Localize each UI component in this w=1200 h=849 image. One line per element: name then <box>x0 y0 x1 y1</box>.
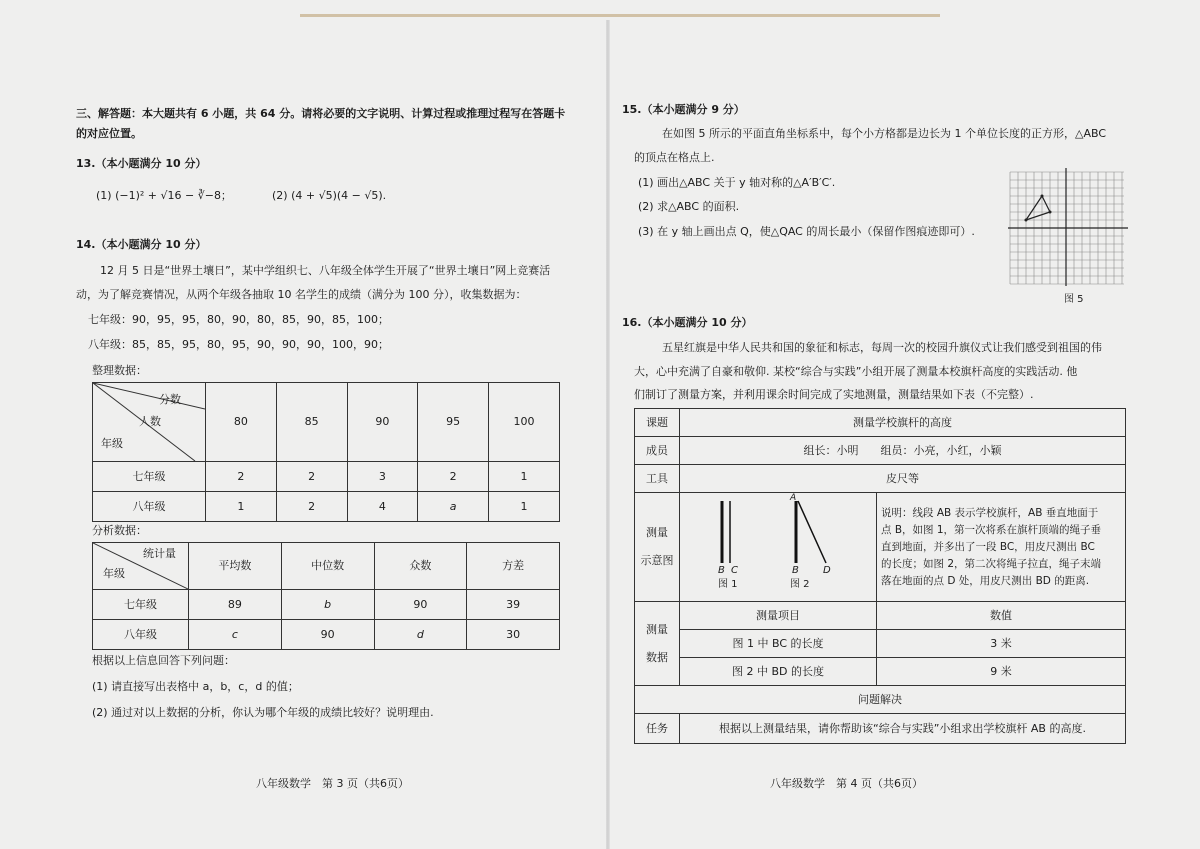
organize-label: 整理数据： <box>92 364 147 377</box>
members-label: 成员 <box>635 437 680 465</box>
analyze-label: 分析数据： <box>92 524 147 537</box>
explanation-line: 直到地面，并多出了一段 BC，用皮尺测出 BC <box>881 540 1095 553</box>
q16-intro-3: 们制订了测量方案，并利用课余时间完成了实地测量，测量结果如下表（不完整）. <box>634 388 1034 401</box>
explanation-line: 的长度；如图 2，第二次将绳子拉直，绳子末端 <box>881 557 1102 570</box>
cell: 39 <box>467 590 560 620</box>
q15-sub2: (2) 求△ABC 的面积. <box>638 200 740 213</box>
fig2-label-b: B <box>792 565 799 576</box>
fig2-label-a: A <box>790 493 797 503</box>
cell: 1 <box>489 462 560 492</box>
flagpole-diagram <box>680 493 876 601</box>
cell: 2 <box>206 462 277 492</box>
topic-label: 课题 <box>635 409 680 437</box>
cell: 30 <box>467 620 560 650</box>
col-header: 中位数 <box>281 543 374 590</box>
table-row <box>635 658 1126 686</box>
value-header: 数值 <box>877 602 1126 630</box>
corner-count: 人数 <box>139 415 161 428</box>
row-grade: 八年级 <box>93 492 206 522</box>
grade8-data: 八年级：85，85，95，80，95，90，90，90，100，90； <box>88 338 389 351</box>
diagram-label-line2: 示意图 <box>640 554 674 567</box>
statistics-table <box>92 542 560 650</box>
rope-fig2 <box>798 501 826 563</box>
diagram-label-line1: 测量 <box>646 526 668 539</box>
col-header: 85 <box>276 383 347 462</box>
topic-value: 测量学校旗杆的高度 <box>680 409 1126 437</box>
q16-intro-1: 五星红旗是中华人民共和国的象征和标志，每周一次的校园升旗仪式让我们感受到祖国的伟 <box>662 341 1102 354</box>
cell: 1 <box>206 492 277 522</box>
table-row <box>93 620 560 650</box>
row-grade: 七年级 <box>93 462 206 492</box>
data-label <box>635 602 680 686</box>
q15-intro-1: 在如图 5 所示的平面直角坐标系中，每个小方格都是边长为 1 个单位长度的正方形，△ABC <box>662 127 1106 140</box>
page-4 <box>610 0 1200 849</box>
corner-grade: 年级 <box>103 567 125 580</box>
section-title: 三、解答题：本大题共有 6 小题，共 64 分。请将必要的文字说明、计算过程或推理过程写在答题卡 <box>76 107 566 120</box>
page-footer: 八年级数学 第 4 页（共6页） <box>770 777 923 790</box>
problem-label: 问题解决 <box>635 686 1126 714</box>
task-label: 任务 <box>635 714 680 744</box>
col-header: 众数 <box>374 543 467 590</box>
diagram-label <box>635 493 680 602</box>
q15-sub1: (1) 画出△ABC 关于 y 轴对称的△A′B′C′. <box>638 176 836 189</box>
cell: b <box>281 590 374 620</box>
fig2-label-d: D <box>823 565 831 576</box>
q16-header: 16.（本小题满分 10 分） <box>622 316 753 329</box>
explanation-line: 说明：线段 AB 表示学校旗杆，AB 垂直地面于 <box>881 506 1099 519</box>
q13-header: 13.（本小题满分 10 分） <box>76 157 207 170</box>
q14-header: 14.（本小题满分 10 分） <box>76 238 207 251</box>
q14-intro-1: 12 月 5 日是“世界土壤日”，某中学组织七、八年级全体学生开展了“世界土壤日”网上竞赛活 <box>100 264 551 277</box>
cell: 90 <box>374 590 467 620</box>
cell: 3 <box>347 462 418 492</box>
col-header: 90 <box>347 383 418 462</box>
col-header: 平均数 <box>189 543 282 590</box>
table-row <box>93 492 560 522</box>
explanation-cell <box>877 493 1126 602</box>
coordinate-grid-figure <box>1008 166 1132 290</box>
figure-5-caption: 图 5 <box>1064 294 1084 305</box>
q14-intro-2: 动，为了解竞赛情况，从两个年级各抽取 10 名学生的成绩（满分为 100 分），收集数据为： <box>76 288 527 301</box>
table-row <box>93 590 560 620</box>
corner-stat: 统计量 <box>143 547 176 560</box>
table-row <box>635 630 1126 658</box>
fig1-label-b: B <box>718 565 725 576</box>
tools-value: 皮尺等 <box>680 465 1126 493</box>
table2-corner <box>93 543 189 590</box>
col-header: 95 <box>418 383 489 462</box>
task-value: 根据以上测量结果，请你帮助该“综合与实践”小组求出学校旗杆 AB 的高度. <box>680 714 1126 744</box>
cell: 2 <box>418 462 489 492</box>
col-header: 80 <box>206 383 277 462</box>
section-title-cont: 的对应位置。 <box>76 127 142 140</box>
q13-part1: (1) (−1)² + √16 − ∛−8； <box>96 189 232 202</box>
explanation-line: 落在地面的点 D 处，用皮尺测出 BD 的距离. <box>881 574 1090 587</box>
cell: d <box>374 620 467 650</box>
members-value: 组长：小明 组员：小亮，小红，小颖 <box>680 437 1126 465</box>
triangle-abc <box>1026 196 1050 220</box>
table1-corner <box>93 383 206 462</box>
q13-part2: (2) (4 + √5)(4 − √5). <box>272 189 387 202</box>
row-grade: 八年级 <box>93 620 189 650</box>
corner-grade: 年级 <box>101 437 123 450</box>
fig2-caption: 图 2 <box>790 579 810 590</box>
q16-intro-2: 大，心中充满了自豪和敬仰. 某校“综合与实践”小组开展了测量本校旗杆高度的实践活动. 他 <box>634 365 1078 378</box>
cell: 1 <box>489 492 560 522</box>
col-header: 100 <box>489 383 560 462</box>
data-label-line2: 数据 <box>646 650 668 664</box>
tools-label: 工具 <box>635 465 680 493</box>
score-count-table <box>92 382 560 522</box>
measure-item: 图 1 中 BC 的长度 <box>680 630 877 658</box>
fig1-label-c: C <box>731 565 738 576</box>
flagpole-table <box>634 408 1126 744</box>
cell: 2 <box>276 492 347 522</box>
row-grade: 七年级 <box>93 590 189 620</box>
measure-item: 图 2 中 BD 的长度 <box>680 658 877 686</box>
q14-sub1: (1) 请直接写出表格中 a，b，c，d 的值； <box>92 680 299 693</box>
explanation-line: 点 B，如图 1，第一次将系在旗杆顶端的绳子垂 <box>881 523 1102 536</box>
corner-score: 分数 <box>159 393 181 406</box>
grade7-data: 七年级：90，95，95，80，90，80，85，90，85，100； <box>88 313 389 326</box>
col-header: 方差 <box>467 543 560 590</box>
measure-value: 3 米 <box>877 630 1126 658</box>
cell: a <box>418 492 489 522</box>
measure-value: 9 米 <box>877 658 1126 686</box>
cell: 2 <box>276 462 347 492</box>
cell: 4 <box>347 492 418 522</box>
fig1-caption: 图 1 <box>718 579 738 590</box>
q15-sub3: (3) 在 y 轴上画出点 Q，使△QAC 的周长最小（保留作图痕迹即可）. <box>638 225 975 238</box>
item-header: 测量项目 <box>680 602 877 630</box>
answer-prompt: 根据以上信息回答下列问题： <box>92 654 235 667</box>
diagram-cell <box>680 493 877 602</box>
page-footer: 八年级数学 第 3 页（共6页） <box>256 777 409 790</box>
data-label-line1: 测量 <box>646 622 668 636</box>
q14-sub2: (2) 通过对以上数据的分析，你认为哪个年级的成绩比较好？说明理由. <box>92 706 434 719</box>
cell: 90 <box>281 620 374 650</box>
cell: 89 <box>189 590 282 620</box>
table-row <box>93 462 560 492</box>
q15-intro-2: 的顶点在格点上. <box>634 151 715 164</box>
q15-header: 15.（本小题满分 9 分） <box>622 103 745 116</box>
cell: c <box>189 620 282 650</box>
